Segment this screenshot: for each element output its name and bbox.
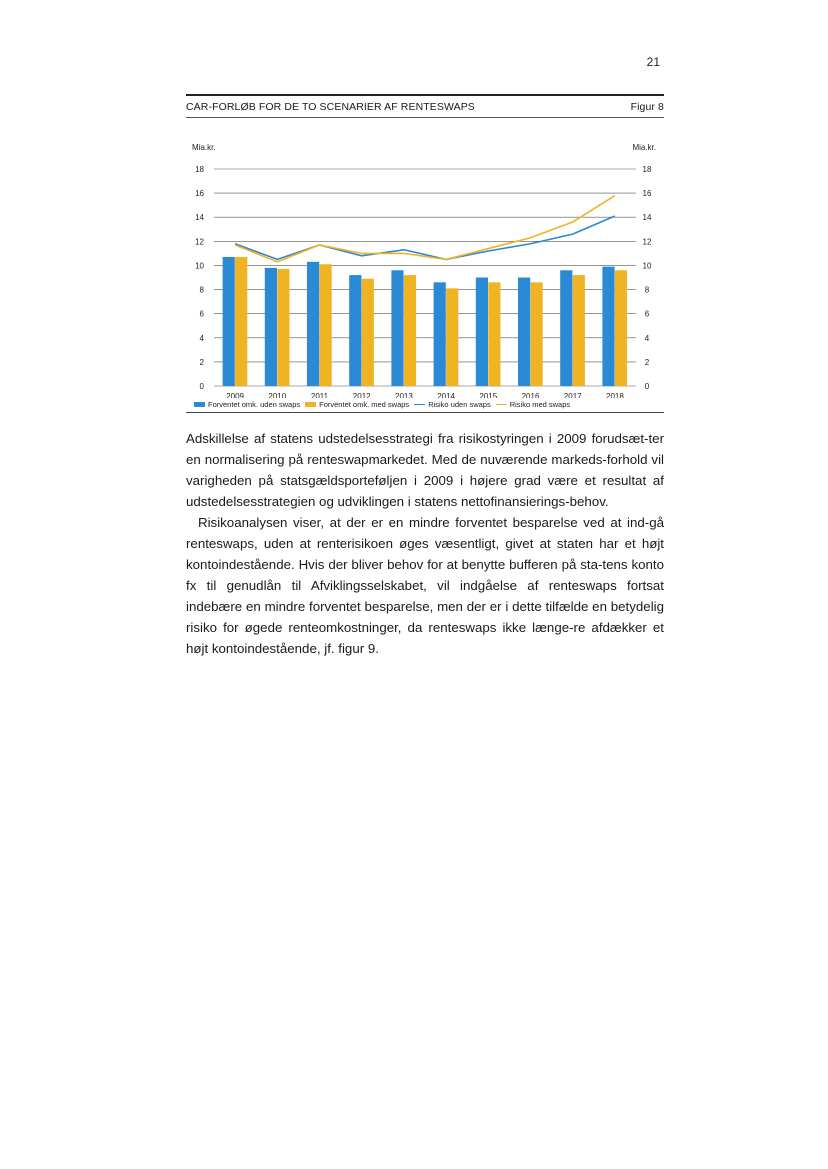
figure-bottom-rule [186, 412, 664, 413]
y-tick-left-10: 10 [195, 261, 204, 271]
bar-uden-2009 [223, 257, 235, 386]
legend-item [496, 400, 570, 409]
y-tick-right-8: 8 [644, 285, 650, 295]
legend-swatch [305, 402, 316, 407]
x-tick-2017: 2017 [563, 392, 582, 398]
y-tick-left-14: 14 [195, 213, 204, 223]
paragraph-2: Risikoanalysen viser, at der er en mindre forventet besparelse ved at ind-gå renteswaps, uden at renterisikoen øges væsentligt, givet at staten har et højt kontoindestående. Hvis der bliver behov for at benytte bufferen på sta-tens konto fx til genudlån til Afviklingsselskabet, vil indgåelse af renteswaps fortsat indebære en mindre forventet besparelse, men der er i dette tilfælde en betydelig risiko for øgede renteomkostninger, da renteswaps ikke længe-re afdækker et højt kontoindestående, jf. figur 9. [186, 515, 664, 656]
chart-legend [186, 398, 664, 412]
y-tick-right-10: 10 [642, 261, 652, 271]
figure-8 [186, 94, 664, 413]
x-tick-2012: 2012 [352, 392, 371, 398]
y-tick-left-0: 0 [199, 382, 204, 391]
x-tick-2013: 2013 [395, 392, 413, 398]
y-tick-left-12: 12 [195, 237, 204, 247]
bar-uden-2013 [391, 270, 403, 386]
legend-item [194, 400, 300, 409]
x-tick-2018: 2018 [606, 392, 624, 398]
x-tick-2009: 2009 [226, 392, 244, 398]
legend-label: Risiko uden swaps [428, 400, 491, 409]
bar-uden-2016 [518, 278, 530, 387]
y-tick-left-2: 2 [199, 357, 204, 367]
bar-uden-2017 [560, 270, 572, 386]
bar-med-2017 [573, 275, 585, 386]
y-tick-right-2: 2 [644, 357, 650, 367]
figure-title: CAR-FORLØB FOR DE TO SCENARIER AF RENTESWAPS [186, 101, 475, 113]
paragraph-1: Adskillelse af statens udstedelsesstrategi fra risikostyringen i 2009 forudsæt-ter en normalisering på renteswapmarkedet. Med de nuværende markeds-forhold vil varigheden på statsgældsporteføljen i 2009 i højere grad være et resultat af udstedelsesstrategien og udviklingen i statens nettofinansierings-behov. [186, 431, 664, 509]
bar-med-2012 [362, 279, 374, 386]
legend-label: Forventet omk. med swaps [319, 400, 410, 409]
legend-swatch [194, 402, 205, 407]
figure-header [186, 96, 664, 117]
y-tick-right-0: 0 [644, 382, 650, 391]
x-tick-2014: 2014 [437, 392, 455, 398]
bar-med-2015 [488, 282, 500, 386]
y-tick-right-18: 18 [642, 165, 652, 174]
y-unit-left: Mia.kr. [192, 143, 216, 152]
bar-uden-2015 [476, 278, 488, 387]
legend-swatch [414, 404, 425, 406]
y-tick-right-16: 16 [642, 189, 652, 199]
bar-uden-2014 [434, 282, 446, 386]
x-tick-2011: 2011 [310, 392, 329, 398]
x-tick-2016: 2016 [521, 392, 540, 398]
bar-uden-2010 [265, 268, 277, 386]
car-chart [186, 118, 664, 398]
bar-uden-2011 [307, 262, 319, 386]
y-tick-right-4: 4 [644, 333, 650, 343]
y-tick-left-16: 16 [195, 189, 204, 199]
legend-item [414, 400, 491, 409]
y-tick-left-18: 18 [195, 165, 204, 174]
legend-label: Risiko med swaps [509, 400, 571, 409]
line-risiko-med [235, 196, 615, 262]
body-text [186, 428, 664, 659]
bar-med-2014 [446, 288, 458, 386]
bar-med-2010 [277, 269, 289, 386]
y-tick-right-12: 12 [642, 237, 652, 247]
bar-med-2013 [404, 275, 416, 386]
line-risiko-uden [235, 216, 615, 259]
bar-med-2011 [320, 264, 332, 386]
bar-med-2016 [531, 282, 543, 386]
page-number: 21 [646, 55, 660, 69]
y-tick-right-14: 14 [642, 213, 652, 223]
y-unit-right: Mia.kr. [632, 143, 656, 152]
x-tick-2010: 2010 [268, 392, 287, 398]
legend-swatch [496, 404, 507, 406]
bar-med-2018 [615, 270, 627, 386]
legend-label: Forventet omk. uden swaps [208, 400, 301, 409]
y-tick-left-4: 4 [199, 333, 204, 343]
x-tick-2015: 2015 [479, 392, 498, 398]
y-tick-right-6: 6 [644, 309, 650, 319]
y-tick-left-6: 6 [199, 309, 204, 319]
bar-uden-2018 [602, 267, 614, 386]
bar-uden-2012 [349, 275, 361, 386]
bar-med-2009 [235, 257, 247, 386]
figure-label: Figur 8 [630, 101, 664, 113]
y-tick-left-8: 8 [199, 285, 204, 295]
legend-item [305, 400, 409, 409]
